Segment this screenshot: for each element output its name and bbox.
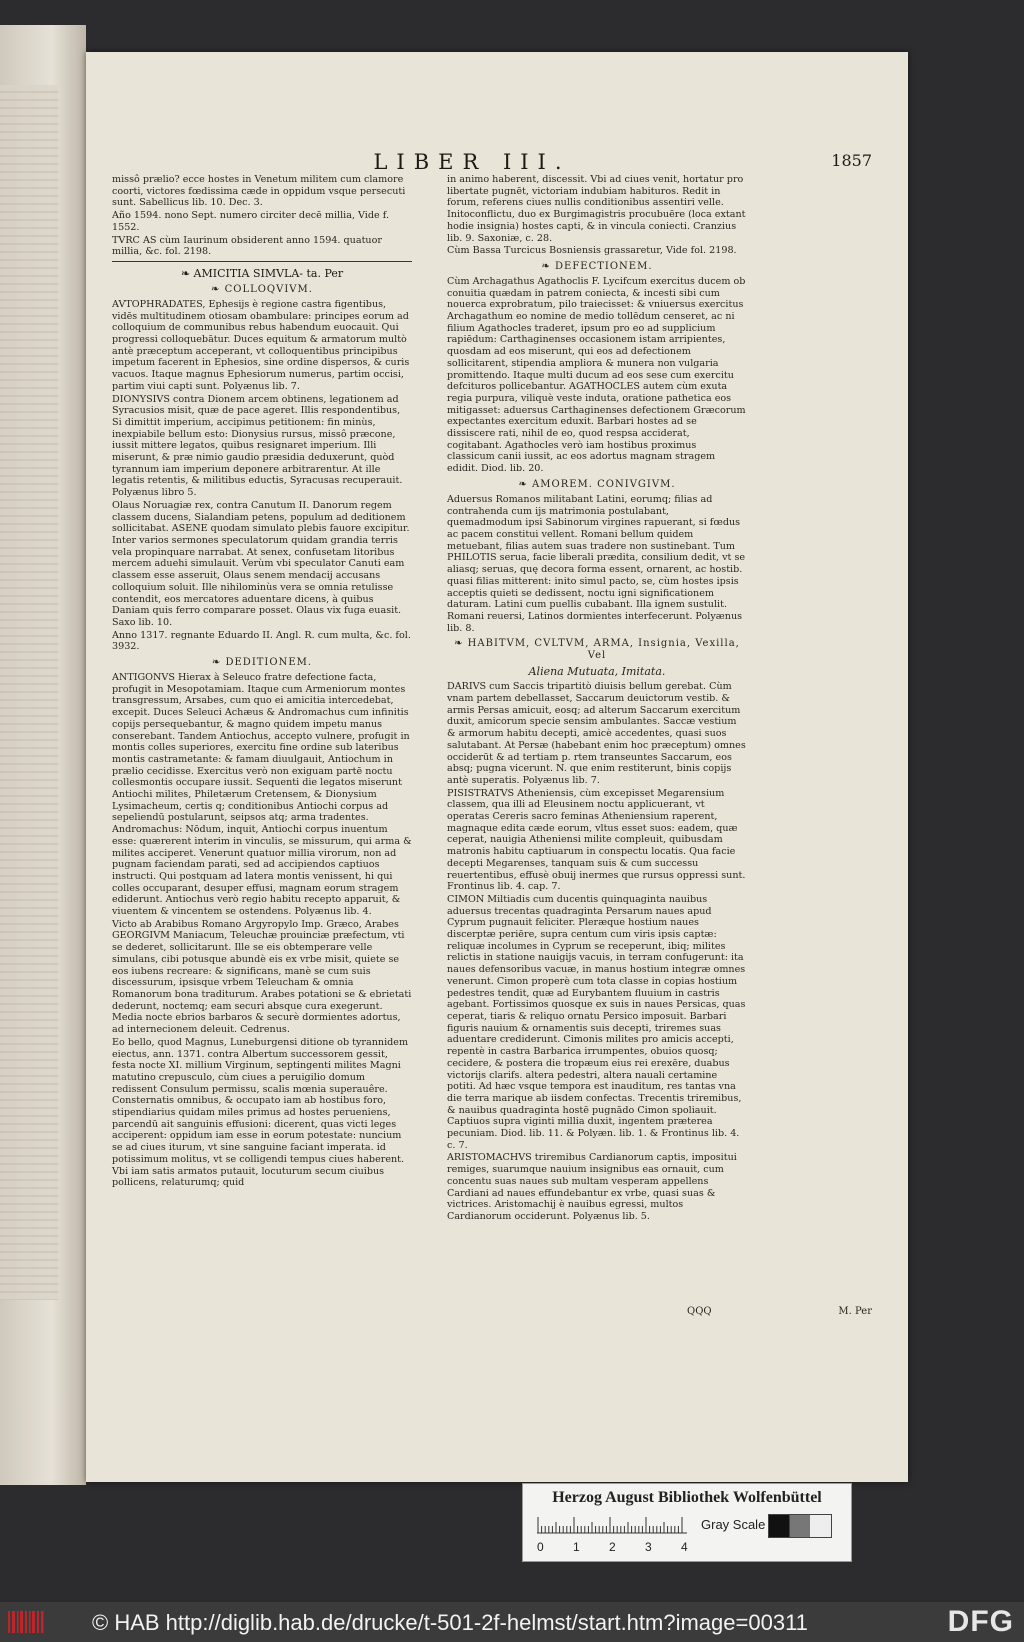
folio-number: 1857 (831, 151, 872, 170)
dfg-logo: DFG (947, 1605, 1014, 1638)
signature-mark: QQQ (687, 1306, 712, 1317)
ruler-number: 3 (645, 1540, 652, 1554)
ruler-scale (537, 1514, 687, 1534)
text-paragraph: Anno 1317. regnante Eduardo II. Angl. R. cum multa, &c. fol. 3932. (112, 629, 411, 653)
text-paragraph: CIMON Miltiadis cum ducentis quinquaginta nauibus aduersus trecentas quadraginta Persarum naues apud Cyprum pugnauit feliciter. Pleræque hostium naues discerptæ periēre, supra centum cum viris ipsis captæ: reliquæ incolumes in Cyprum se receperunt, ibiq; milites relictis in statione nauigijs vacuis, in terram confugerunt: ita naues defensoribus vacuæ, in manus hostium integræ omnes venerunt. Cimon properè cum tota classe in copias hostium pedestres tendit, quæ ad Eurybantem fluuium in castris agebant. Fortissimos quosque ex suis in naues Persicas, quas ceperat, tiaris & reliquo ornatu Persico imposuit. Barbari figuris nauium & ornamentis suis decepti, triremes suas aduentare crediderunt. Cimonis milites pro amicis accepti, repentè in castra Barbarica irrumpentes, obuios quosq; cecidere, & postera die tropæum eius rei erexēre, duabus victorijs clarifs. altera pedestri, altera nauali certamine potiti. Ad hæc vsque tempora est inauditum, res tantas vna die terra marique ab iisdem confectas. Trecentis triremibus, & nauibus quadraginta hostē pugnādo Cimon spoliauit. Captiuos supra viginti millia duxit, ingentem præterea pecuniam. Diod. lib. 11. & Polyæn. lib. 1. & Frontinus lib. 4. c. 7. (447, 893, 746, 1151)
text-paragraph: in animo haberent, discessit. Vbi ad ciues venit, hortatur pro libertate pugnēt, victoriam indubiam habituros. Redit in forum, referens ciues nullis conditionibus assentiri velle. Initoconflictu, duo ex Burgimagistris procubuēre (loca extant hodie insignia) hostes capti, & in vincula coniecti. Cranzius lib. 9. Saxoniæ, c. 28. (447, 174, 746, 244)
ruler-number: 2 (609, 1540, 616, 1554)
hab-barcode-icon (6, 1608, 46, 1636)
text-paragraph: Cùm Bassa Turcicus Bosniensis grassaretur, Vide fol. 2198. (447, 245, 737, 257)
text-paragraph: DIONYSIVS contra Dionem arcem obtinens, legationem ad Syracusios misit, quæ de pace ageret. Illis respondentibus, Si dimittit imperium, accipimus petitionem: fin minùs, inexpiabile bellum esto: Dionysius rursus, missô præcone, iussit mittere legatos, quibus resignaret imperium. Illi miserunt, & præ nimio gaudio præsidia deduxerunt, quòd tyrannum iam imperium deponere arbitrarentur. At ille legatis retentis, & militibus eductis, Syracusas recuperauit. Polyænus libro 5. (112, 393, 403, 499)
text-paragraph: Victo ab Arabibus Romano Argyropylo Imp. Græco, Arabes GEORGIVM Maniacum, Teleuchæ prouinciæ præfectum, vti se dederet, sollicitarunt. Ille se eis obtemperare velle simulans, cibi potusque abundè eis ex vrbe misit, quiete se eos iubens recreare: & significans, manè se cum suis discessurum, ipsisque vrbem Teleucham & omnia Romanorum bona traditurum. Arabes potationi se & ebrietati dederunt, noctemq; eam securi absque cura exegerunt. Media nocte ebrios barbaros & securè dormientes adortus, ad internecionem deleuit. Cedrenus. (112, 918, 412, 1036)
left-column (112, 174, 412, 1189)
color-checker-card (522, 1483, 852, 1562)
ruler-number: 4 (681, 1540, 688, 1554)
gray-scale-label: Gray Scale (701, 1517, 766, 1532)
ruler-number: 1 (573, 1540, 580, 1554)
section-heading: ❧ AMICITIA SIMVLA- ta. Per (180, 266, 344, 280)
text-paragraph: PISISTRATVS Atheniensis, cùm excepisset Megarensium classem, qua illi ad Eleusinem noctu applicuerant, vt operatas Cereris sacro feminas Atheniensium raperent, magnaque edita cæde eorum, vltus esset suos: eadem, quæ ceperat, nauigia Atheniensi milite compleuit, quibusdam matronis habitu captiuarum in conspectu locatis. Qua facie decepti Megarenses, tanquam suis & cum successu reuertentibus, effusè obuij inermes que rursus oppressi sunt. Frontinus lib. 4. cap. 7. (447, 787, 746, 893)
text-paragraph: TVRC AS cùm Iaurinum obsiderent anno 1594. quatuor millia, &c. fol. 2198. (112, 234, 382, 258)
text-paragraph: missô prælio? ecce hostes in Venetum militem cum clamore coorti, victores fœdissima cæde in oppidum vsque persecuti sunt. Sabellicus lib. 10. Dec. 3. (112, 174, 406, 209)
ruler-number: 0 (537, 1540, 544, 1554)
facing-page-text-area (0, 85, 58, 1300)
catchword: M. Per (838, 1306, 872, 1317)
copyright-url[interactable]: © HAB http://diglib.hab.de/drucke/t-501-2f-helmst/start.htm?image=00311 (92, 1610, 808, 1635)
section-heading: Aliena Mutuata, Imitata. (528, 665, 666, 679)
text-paragraph: ANTIGONVS Hierax à Seleuco fratre defectione facta, profugit in Mesopotamiam. Itaque cum Armeniorum montes transgressum, Arsabes, cum quo ei amicitia intercedebat, excepit. Duces Seleuci Achæus & Andromachus cum infinitis copijs persequebantur, & magno quidem impetu manus conserebant. Tandem Antiochus, accepto vulnere, profugit in montis colles superiores, exercitu fine ordine sub lateribus montis castrametante: & famam diuulgauit, Antiochum in prælio cecidisse. Exercitus verò non exiguam partē noctu collesmontis occupare iussit. Sequenti die legatos miserunt Antiochi milites, Philetærum Cretensem, & Dionysium Lysimacheum, certis q; conditionibus Antiochi corpus ad sepeliendū postularunt, seipsos atq; arma tradentes. Andromachus: Nōdum, inquit, Antiochi corpus inuentum esse: quærerent interim in vinculis, se missurum, qui arma & milites acciperet. Venerunt quatuor millia virorum, non ad pugnam faciendam parati, sed ad accipiendos captiuos instructi. Qui postquam ad latera montis venissent, hi qui colles occuparant, desuper effusi, magnam eorum stragem ediderunt. Antiochus verò regio habitu recepto apparuit, & viuentem & vincentem se ostendens. Polyænus lib. 4. (112, 672, 412, 918)
facing-page-edge (0, 25, 86, 1485)
text-paragraph: ARISTOMACHVS triremibus Cardianorum captis, impositui remiges, suarumque nauium insignibus eas ornauit, cum concentu suas naues sub multam vesperam appellens Cardiani ad naues effundebantur ex vrbe, quasi suas & victrices. Aristomachij è nauibus egressi, multos Cardianorum occiderunt. Polyænus lib. 5. (447, 1152, 737, 1222)
running-head: LIBER III. (373, 150, 571, 174)
color-checker-title: Herzog August Bibliothek Wolfenbüttel (552, 1489, 822, 1506)
text-paragraph: AVTOPHRADATES, Ephesijs è regione castra figentibus, vidēs multitudinem otiosam obambulare: principes eorum ad colloquium de communibus rebus habendum euocauit. Qui progressi colloquebātur. Duces equitum & armatorum multò antè præceptum acceperant, vt colloquentibus principibus impetum facerent in Ephesios, sine ordine dispersos, & curis vacuos. Itaque magnus Ephesiorum numerus, partim occisi, partim viui capti sunt. Polyænus lib. 7. (112, 298, 410, 392)
section-heading: ❧ AMOREM. CONIVGIVM. (518, 478, 676, 490)
section-heading: ❧ COLLOQVIVM. (211, 283, 313, 295)
gray-scale-swatch (768, 1514, 832, 1538)
column-rule (112, 261, 412, 262)
text-paragraph: Eo bello, quod Magnus, Luneburgensi ditione ob tyrannidem eiectus, ann. 1371. contra Albertum successorem gessit, festa nocte XI. millium Virginum, septingenti milites Magni matutino crepusculo, cùm ciues a peruigilio domum redissent Consulum permissu, scalis mœnia superauêre. Consternatis omnibus, & occupato iam ab hostibus foro, stipendiarius quidam miles primus ad hostes perueniens, parcendū ait sanguinis effusioni: dicerent, quas victi leges acciperent: oppidum iam esse in eorum potestate: nuncium se ad ciues iturum, vt sine sanguine faciant imperata. id potissimum molitus, vt se colligendi tempus ciues haberent. Vbi iam satis armatos putauit, locuturum secum ciuibus pollicens, relaturumq; quid (112, 1036, 409, 1189)
page-header (112, 150, 872, 174)
text-paragraph: DARIVS cum Saccis tripartitò diuisis bellum gerebat. Cùm vnam partem debellasset, Saccarum deuictorum vestib. & armis Persas amicuit, eosq; ad alterum Saccarum exercitum duxit, amicorum specie sensim ambulantes. Saccæ vestium & armorum habitu decepti, amicè accedentes, quasi suos salutabant. At Persæ (habebant enim hoc præceptum) omnes occiderūt & ad tertiam p. rtem transeuntes Saccarum, eos absq; pugna vicerunt. N. que enim restiterunt, binis copijs antè superatis. Polyænus lib. 7. (447, 681, 746, 786)
text-paragraph: Cùm Archagathus Agathoclis F. Lycifcum exercitus ducem ob conuitia quædam in patrem coniecta, & incesti sibi cum nouerca exprobratum, pilo traiecisset: & vniuersus exercitus Archagathum eo nomine de medio tollēdum censeret, ac ni filium Agathocles traderet, ipsum pro eo ad supplicium rapiēdum: Carthaginenses occasionem istam arripientes, quosdam ad eos miserunt, qui eos ad defectionem sollicitarent, stipendia ampliora & munera non vulgaria promittendo. Itaque multi ducum ad eos sese cum exercitu defcituros pollicebantur. AGATHOCLES autem cùm exuta regia purpura, viliquè veste induta, oratione pathetica eos mitigasset: aduersus Carthaginenses defectionem Græcorum expectantes exercitum eduxit. Barbari hostes ad se dissiscere rati, nihil de eo, quod respsa acciderat, cogitabant. Agathocles verò iam hostibus proximus classicum canii iussit, ac eos adortus magnam stragem edidit. Diod. lib. 20. (447, 275, 746, 475)
section-heading: ❧ HABITVM, CVLTVM, ARMA, Insignia, Vexilla, Vel (454, 638, 740, 662)
section-heading: ❧ DEFECTIONEM. (541, 260, 653, 272)
text-paragraph: Aduersus Romanos militabant Latini, eorumq; filias ad contrahenda cum ijs matrimonia postulabant, quemadmodum ipsi Sabinorum virgines rapuerant, si fœdus ac pacem constitui vellent. Romani bellum quidem metuebant, filias autem suas tradere non sustinebant. Tum PHILOTIS serua, facie liberali prædita, consilium dedit, vt se aliasq; seruas, quę decora forma essent, ornarent, ac hostib. quasi filias mitterent: inito simul pacto, se, cùm hostes ipsis acceptis quieti se dedissent, noctu igni significationem daturam. Latini cum puellis cubabant. Illa ignem sustulit. Romani reuersi, Latinos dormientes interfecerunt. Polyænus lib. 8. (447, 493, 746, 634)
page-text-area (112, 150, 872, 1330)
book-page (86, 52, 908, 1482)
text-paragraph: Año 1594. nono Sept. numero circiter decē millia, Vide f. 1552. (112, 210, 389, 233)
text-paragraph: Olaus Noruagiæ rex, contra Canutum II. Danorum regem classem ducens, Sialandiam petens, populum ad deditionem sollicitabat. ASENE quodam simulato plebis fauore excipitur. Inter varios sermones speculatorum quidam grandia terris vela propinquare narrabat. At senex, confusetam litoribus mercem aduehi simulauit. Verùm vbi speculator Canuti eam classem esse asseruit, Olaus senem mendacij accusans colloquium soluit. Ille nihilominùs vera se omnia retulisse contendit, eos mercatores aduentare dicens, à quibus Daniam quis ferro comparare posset. Olaus vix fuga euasit. Saxo lib. 10. (112, 499, 410, 628)
ruler-numbers (537, 1540, 687, 1554)
right-column (447, 174, 747, 1223)
footer-bar (0, 1602, 1024, 1642)
section-heading: ❧ DEDITIONEM. (211, 657, 313, 669)
